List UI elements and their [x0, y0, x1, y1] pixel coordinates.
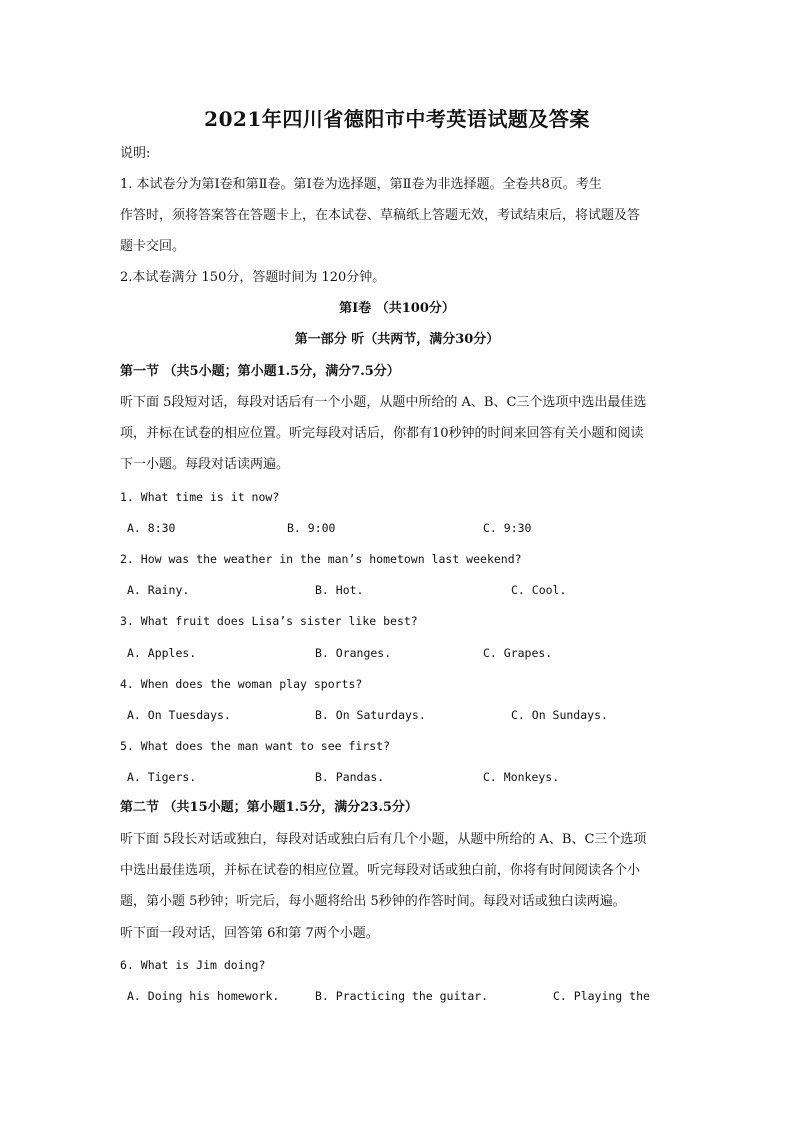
intro-paragraph-line: 1. 本试卷分为第Ⅰ卷和第Ⅱ卷。第Ⅰ卷为选择题，第Ⅱ卷为非选择题。全卷共8页。考生 — [120, 177, 602, 192]
question-1: 1. What time is it now? — [120, 490, 280, 504]
option-c: C. Monkeys. — [483, 770, 560, 784]
option-c: C. On Sundays. — [511, 708, 608, 722]
question-6: 6. What is Jim doing? — [120, 958, 266, 972]
option-b: B. Hot. — [315, 583, 364, 597]
section2-instruction-line: 听下面一段对话，回答第 6和第 7两个小题。 — [120, 926, 379, 941]
page-title: 2021年四川省德阳市中考英语试题及答案 — [204, 107, 590, 131]
question-4: 4. When does the woman play sports? — [120, 677, 363, 691]
section1-instruction-line: 项，并标在试卷的相应位置。听完每段对话后，你都有10秒钟的时间来回答有关小题和阅读 — [120, 426, 644, 441]
option-b: B. On Saturdays. — [315, 708, 426, 722]
section1-instruction-line: 听下面 5段短对话，每段对话后有一个小题，从题中所给的 A、B、C三个选项中选出最佳选 — [120, 395, 647, 410]
intro-paragraph-2: 2.本试卷满分 150分，答题时间为 120分钟。 — [120, 270, 386, 285]
question-3: 3. What fruit does Lisa’s sister like best? — [120, 614, 418, 628]
question-5: 5. What does the man want to see first? — [120, 739, 391, 753]
option-c: C. Cool. — [511, 583, 567, 597]
option-b: B. 9:00 — [287, 521, 336, 535]
option-a: A. On Tuesdays. — [127, 708, 231, 722]
part-heading: 第一部分 听（共两节，满分30分） — [294, 332, 500, 347]
intro-heading: 说明: — [120, 146, 151, 161]
option-b: B. Pandas. — [315, 770, 385, 784]
question-2: 2. How was the weather in the man’s hometown last weekend? — [120, 552, 522, 566]
intro-paragraph-line: 作答时，须将答案答在答题卡上，在本试卷、草稿纸上答题无效，考试结束后，将试题及答 — [120, 208, 641, 223]
option-a: A. Tigers. — [127, 770, 197, 784]
section2-instruction-line: 中选出最佳选项，并标在试卷的相应位置。听完每段对话或独白前，你将有时间阅读各个小 — [120, 863, 641, 878]
option-b: B. Oranges. — [315, 646, 392, 660]
section1-heading: 第一节 （共5小题；第小题1.5分，满分7.5分） — [120, 364, 400, 379]
section2-instruction-line: 题，第小题 5秒钟；听完后，每小题将给出 5秒钟的作答时间。每段对话或独白读两遍。 — [120, 894, 626, 909]
option-a: A. Apples. — [127, 646, 197, 660]
option-b: B. Practicing the guitar. — [315, 989, 489, 1003]
option-a: A. Rainy. — [127, 583, 190, 597]
option-c: C. 9:30 — [483, 521, 532, 535]
option-a: A. 8:30 — [127, 521, 176, 535]
section2-instruction-line: 听下面 5段长对话或独白，每段对话或独白后有几个小题，从题中所给的 A、B、C三个选项 — [120, 832, 647, 847]
option-c: C. Grapes. — [483, 646, 553, 660]
intro-paragraph-line: 题卡交回。 — [120, 239, 186, 254]
section1-instruction-line: 下一小题。每段对话读两遍。 — [120, 457, 290, 472]
section2-heading: 第二节 （共15小题；第小题1.5分，满分23.5分） — [120, 800, 418, 815]
volume-heading: 第Ⅰ卷 （共100分） — [339, 301, 455, 316]
option-a: A. Doing his homework. — [127, 989, 280, 1003]
option-c: C. Playing the — [553, 989, 650, 1003]
